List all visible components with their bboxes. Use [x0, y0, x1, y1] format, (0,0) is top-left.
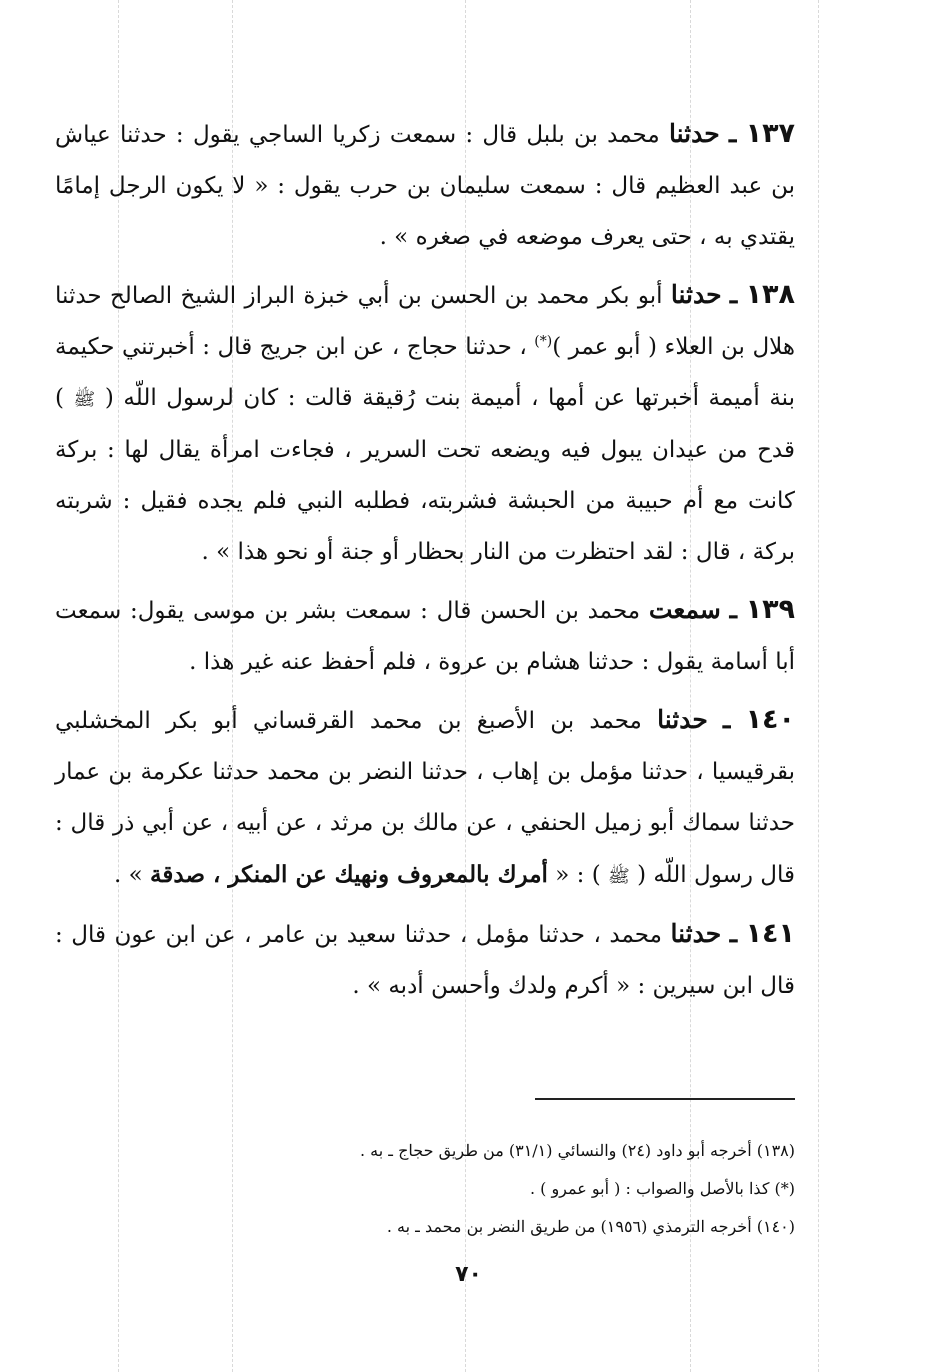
scan-guide-line	[818, 0, 819, 1372]
hadith-number: ١٤١	[745, 918, 796, 949]
hadith-dash: ـ	[729, 595, 737, 624]
hadith-text: محمد بن الحسن قال : سمعت بشر بن موسى يقول: سمعت أبا أسامة يقول : حدثنا هشام بن عروة ، فلم أحفظ عنه غير هذا .	[55, 598, 795, 675]
hadith-141	[55, 908, 795, 1012]
hadith-lead-word: سمعت	[648, 595, 721, 624]
footnote-item: (*) كذا بالأصل والصواب : ( أبو عمرو ) .	[529, 1179, 795, 1198]
hadith-139	[55, 584, 795, 688]
hadith-text: محمد بن بلبل قال : سمعت زكريا الساجي يقول : حدثنا عياش بن عبد العظيم قال : سمعت سليمان بن حرب يقول : « لا يكون الرجل إمامًا يقتدي به ، حتى يعرف موضعه في صغره » .	[55, 122, 795, 250]
footnote-divider	[535, 1098, 795, 1100]
hadith-dash: ـ	[729, 280, 738, 309]
hadith-number: ١٣٧	[745, 118, 796, 149]
hadith-140	[55, 694, 795, 902]
hadith-138	[55, 269, 795, 578]
hadith-quote: أمرك بالمعروف ونهيك عن المنكر ، صدقة	[150, 861, 548, 888]
main-text	[55, 108, 795, 1018]
hadith-lead-word: حدثنا	[670, 280, 722, 309]
hadith-137	[55, 108, 795, 263]
footnote-item: (١٣٨) أخرجه أبو داود (٢٤) والنسائي (٣١/١) من طريق حجاج ـ به .	[360, 1141, 795, 1160]
hadith-text: ) قدح من عيدان يبول فيه ويضعه تحت السرير ، فجاءت امرأة يقال لها : بركة كانت مع أم حبيبة من الحبشة فشربته، فطلبه النبي فلم يجده فقيل : شربته بركة ، قال : لقد احتظرت من النار بحظار أو جنة أو نحو هذا » .	[55, 385, 795, 565]
hadith-text: ، حدثنا حجاج ، عن ابن جريج قال : أخبرتني حكيمة بنة أميمة أخبرتها عن أمها ، أميمة بنت رُقيقة قالت : كان لرسول اللّه (	[55, 334, 796, 411]
hadith-number: ١٣٨	[745, 279, 796, 310]
hadith-number: ١٤٠	[745, 704, 796, 735]
hadith-text: محمد ، حدثنا مؤمل ، حدثنا سعيد بن عامر ، عن ابن عون قال : قال ابن سيرين : « أكرم ولدك وأحسن أدبه » .	[55, 922, 795, 999]
footnote-item: (١٤٠) أخرجه الترمذي (١٩٥٦) من طريق النضر بن محمد ـ به .	[386, 1217, 795, 1236]
hadith-dash: ـ	[728, 119, 737, 148]
salutation-glyph: ﷺ	[73, 389, 96, 410]
salutation-glyph: ﷺ	[608, 866, 630, 887]
hadith-dash: ـ	[729, 919, 738, 948]
footnotes	[200, 1132, 795, 1246]
hadith-lead-word: حدثنا	[657, 705, 708, 734]
hadith-text: » .	[114, 862, 143, 888]
hadith-number: ١٣٩	[745, 594, 796, 625]
hadith-text: أبو بكر محمد بن الحسن بن أبي خبزة البراز الشيخ الصالح حدثنا هلال بن العلاء ( أبو عمر )	[55, 283, 796, 360]
hadith-dash: ـ	[723, 705, 731, 734]
hadith-text: ) : «	[555, 862, 601, 888]
hadith-lead-word: حدثنا	[669, 119, 720, 148]
hadith-text: محمد بن الأصبغ بن محمد القرقساني أبو بكر المخشلبي بقرقيسيا ، حدثنا مؤمل بن إهاب ، حدثنا النضر بن محمد حدثنا عكرمة بن عمار حدثنا سماك أبو زميل الحنفي ، عن مالك بن مرثد ، عن أبيه ، عن أبي ذر قال : قال رسول اللّه (	[55, 708, 795, 888]
footnote-marker: (*)	[534, 333, 553, 350]
page-number: ٧٠	[455, 1262, 482, 1287]
hadith-lead-word: حدثنا	[670, 919, 722, 948]
